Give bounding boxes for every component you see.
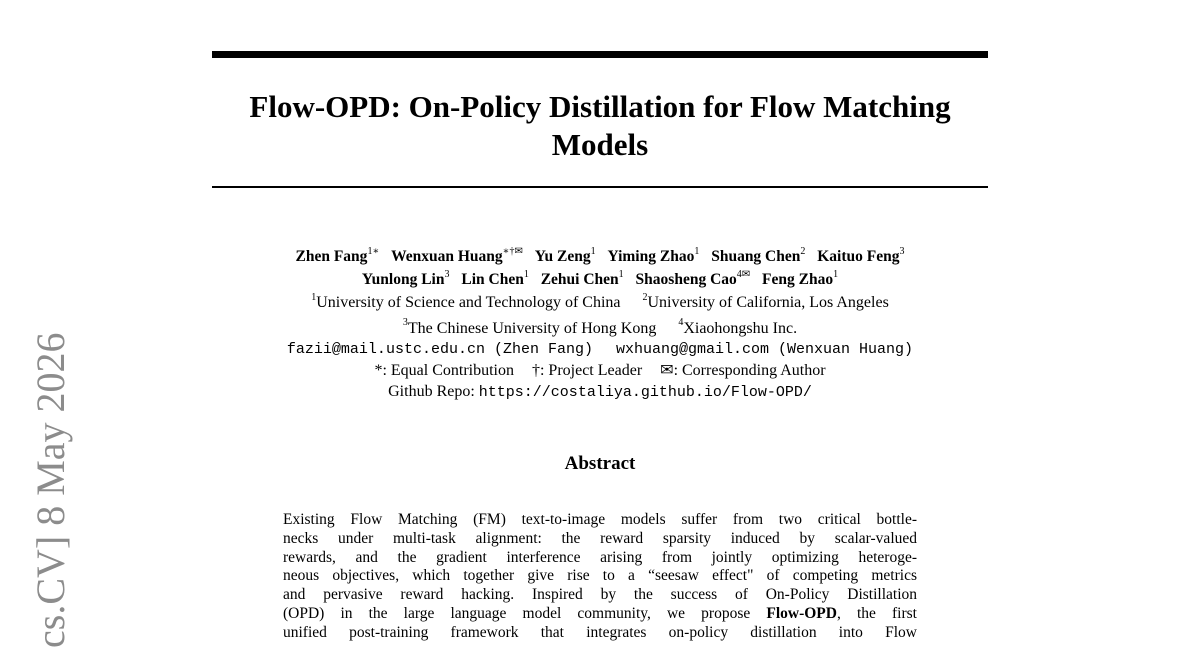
author: Kaituo Feng$^3$ [817, 246, 905, 266]
contribution-notes [200, 360, 1000, 381]
affiliation-line-2 [200, 313, 1000, 338]
corresponding-author-note: ✉: Corresponding Author [660, 361, 826, 379]
author: Lin Chen$^1$ [461, 269, 529, 289]
author: Zehui Chen$^1$ [540, 269, 624, 289]
author: Yunlong Lin$^3$ [361, 269, 450, 289]
title-line-1: Flow-OPD: On-Policy Distillation for Flow Matching [249, 89, 951, 124]
affiliation-line-1 [200, 288, 1000, 313]
abstract-line: (OPD) in the large language model community, we propose Flow-OPD, the first [283, 604, 917, 622]
author: Yu Zeng$^1$ [534, 246, 596, 266]
abstract-heading: Abstract [564, 453, 636, 474]
author-list [200, 243, 1000, 289]
repo-link[interactable]: https://costaliya.github.io/Flow-OPD/ [478, 383, 812, 401]
author-line-2 [200, 266, 1000, 289]
email-link[interactable]: wxhuang@gmail.com (Wenxuan Huang) [616, 340, 914, 358]
abstract-line: rewards, and the gradient interference arising from jointly optimizing heteroge- [283, 548, 917, 566]
email-line [200, 339, 1000, 360]
abstract-line: and pervasive reward hacking. Inspired by the success of On-Policy Distillation [283, 586, 917, 604]
abstract-line: necks under multi-task alignment: the reward sparsity induced by scalar-valued [283, 529, 917, 547]
affiliation: $^4$Xiaohongshu Inc. [678, 317, 798, 337]
equal-contribution-note: *: Equal Contribution [374, 361, 514, 379]
email-link[interactable]: fazii@mail.ustc.edu.cn (Zhen Fang) [286, 340, 593, 358]
author: Yiming Zhao$^1$ [607, 246, 700, 266]
author: Shaosheng Cao$^{4✉}$ [635, 269, 751, 289]
paper-title [212, 88, 988, 164]
affiliation-block [200, 288, 1000, 403]
abstract-body [283, 511, 917, 643]
affiliation: $^3$The Chinese University of Hong Kong [402, 317, 657, 337]
author: Shuang Chen$^2$ [711, 246, 806, 266]
affiliation: $^1$University of Science and Technology of China [311, 292, 621, 312]
abstract-line: neous objectives, which together give rise to a “seesaw effect" of competing metrics [283, 567, 917, 585]
repo-line [200, 381, 1000, 403]
method-name: Flow-OPD [766, 604, 837, 622]
affiliation: $^2$University of California, Los Angeles [642, 292, 889, 312]
author: Zhen Fang$^{1∗}$ [295, 246, 380, 266]
title-line-2: Models [551, 127, 649, 162]
arxiv-id-stamp: cs.CV] 8 May 2026 [28, 332, 73, 648]
title-top-rule [212, 51, 988, 58]
project-leader-note: †: Project Leader [531, 361, 643, 379]
author: Feng Zhao$^1$ [762, 269, 839, 289]
author: Wenxuan Huang∗†✉ [391, 246, 523, 266]
abstract-line: Existing Flow Matching (FM) text-to-image models suffer from two critical bottle- [283, 511, 917, 528]
repo-label: Github Repo: [388, 382, 475, 400]
author-line-1 [200, 243, 1000, 266]
abstract-line: unified post-training framework that integrates on-policy distillation into Flow [283, 623, 917, 641]
title-bottom-rule [212, 186, 988, 188]
